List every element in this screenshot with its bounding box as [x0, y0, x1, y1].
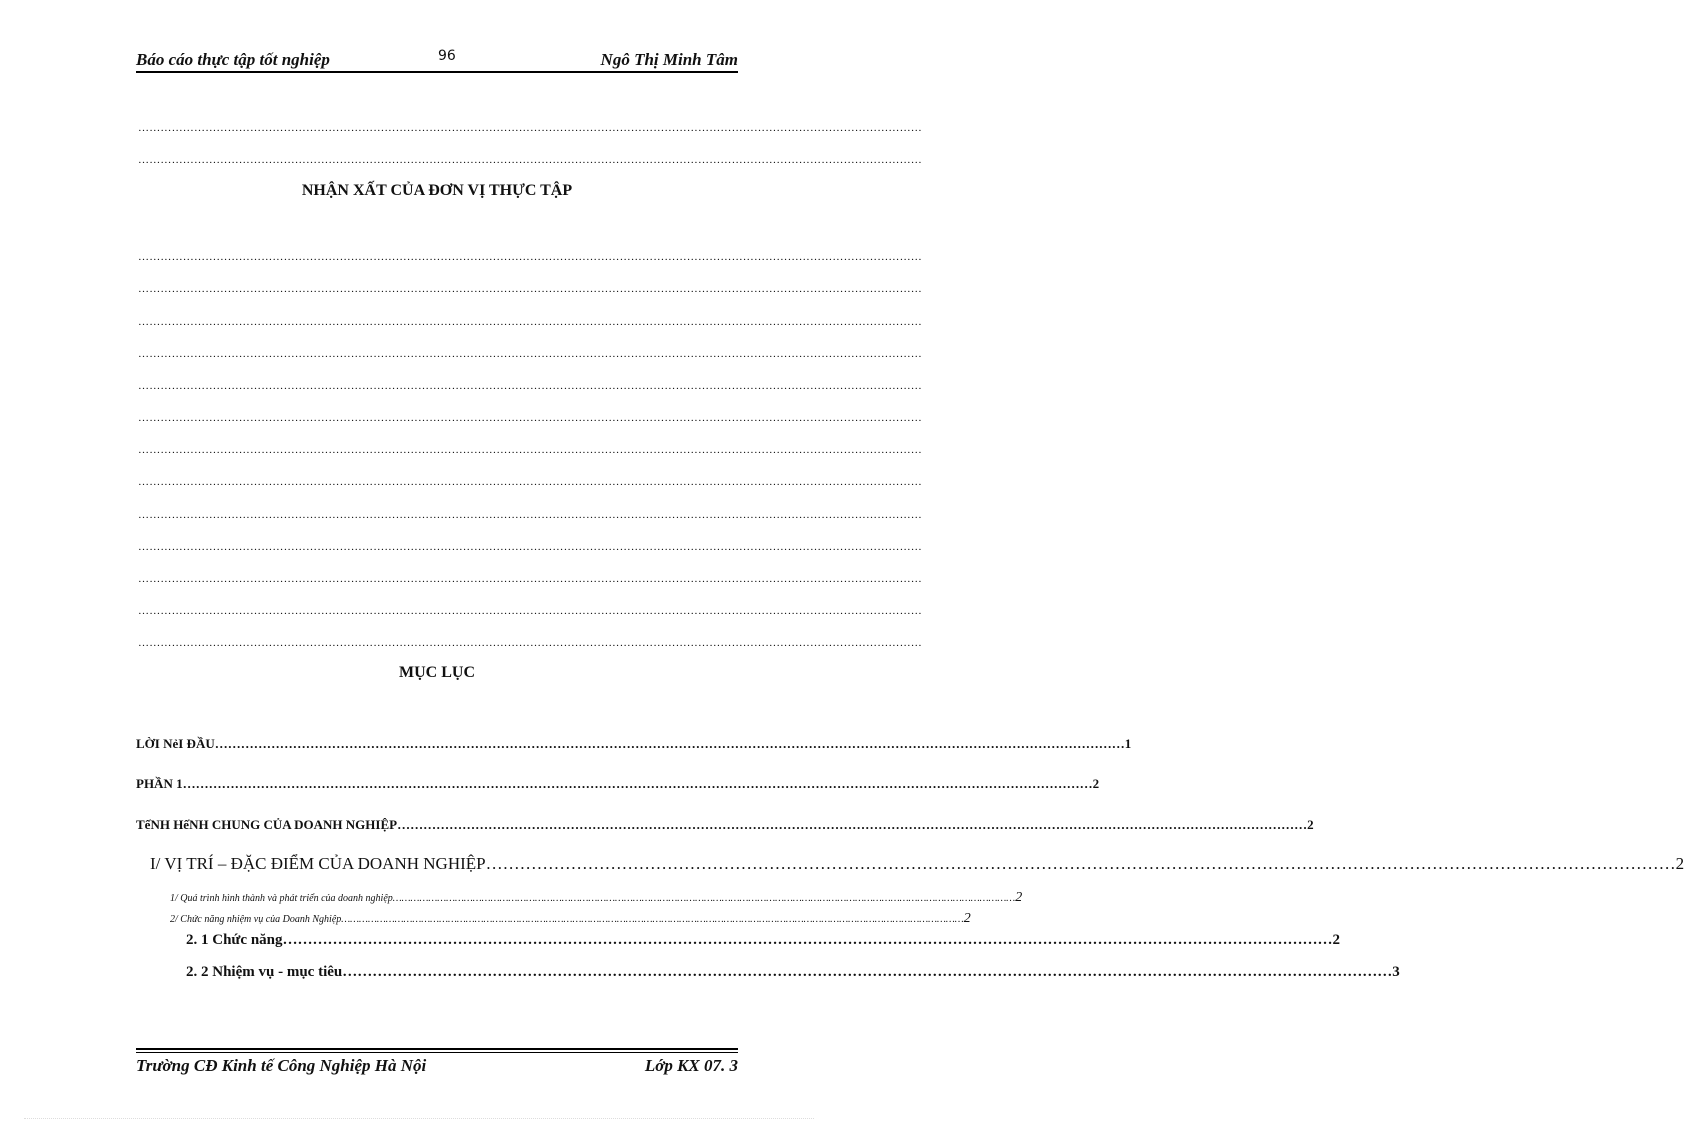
dotted-line: …………………………………………………………………………………………………………………………………………………………………………………………: [138, 316, 922, 328]
page-footer: [136, 1048, 738, 1078]
school-name: Trường CĐ Kinh tế Công Nghiệp Hà Nội: [136, 1056, 427, 1075]
dotted-line: …………………………………………………………………………………………………………………………………………………………………………………………: [138, 573, 922, 585]
toc-leader: …………………………………………………………………………………………………………………………………………………………………………………………: [392, 893, 1016, 904]
toc-entry-label: 2. 1 Chức năng: [186, 932, 283, 948]
toc-entry[interactable]: [136, 817, 1314, 833]
dotted-line: …………………………………………………………………………………………………………………………………………………………………………………………: [138, 637, 922, 649]
toc-entry-page: 3: [1392, 964, 1400, 980]
toc-entry[interactable]: [186, 932, 1341, 949]
dotted-line: …………………………………………………………………………………………………………………………………………………………………………………………: [138, 541, 922, 553]
dotted-line: …………………………………………………………………………………………………………………………………………………………………………………………: [138, 444, 922, 456]
toc-entry-label: 2. 2 Nhiệm vụ - mục tiêu: [186, 964, 343, 980]
dotted-line: …………………………………………………………………………………………………………………………………………………………………………………………: [138, 154, 922, 166]
toc-leader: …………………………………………………………………………………………………………………………………………………………………………………………: [341, 914, 964, 925]
header-rule: [136, 71, 738, 73]
toc-entry[interactable]: [136, 736, 1132, 752]
toc-leader: …………………………………………………………………………………………………………………………………………………………………………………………: [342, 964, 1393, 980]
dotted-line: …………………………………………………………………………………………………………………………………………………………………………………………: [138, 380, 922, 392]
toc-entry[interactable]: [170, 890, 1023, 906]
page-edge-dots: [24, 1118, 814, 1120]
toc-entry-label: PHẦN 1: [136, 776, 183, 791]
toc-entry-page: 2: [1307, 817, 1314, 832]
toc-entry-page: 1: [1124, 736, 1132, 751]
dotted-line: …………………………………………………………………………………………………………………………………………………………………………………………: [138, 412, 922, 424]
dotted-line: …………………………………………………………………………………………………………………………………………………………………………………………: [138, 283, 922, 295]
toc-leader: …………………………………………………………………………………………………………………………………………………………………………………………: [214, 736, 1125, 751]
toc-leader: …………………………………………………………………………………………………………………………………………………………………………………………: [485, 854, 1676, 873]
dotted-line: …………………………………………………………………………………………………………………………………………………………………………………………: [138, 509, 922, 521]
toc-entry-page: 2: [1092, 776, 1100, 791]
page-header: [136, 46, 738, 72]
page-number: 96: [438, 48, 456, 64]
dotted-line: …………………………………………………………………………………………………………………………………………………………………………………………: [138, 476, 922, 488]
toc-entry-page: 2: [1675, 854, 1684, 873]
dotted-line: …………………………………………………………………………………………………………………………………………………………………………………………: [138, 251, 922, 263]
toc-entry-label: TếNH HếNH CHUNG CỦA DOANH NGHIỆP: [136, 817, 398, 832]
toc-entry-page: 2: [1332, 932, 1341, 948]
toc-entry[interactable]: [170, 911, 971, 927]
toc-entry[interactable]: [136, 776, 1100, 792]
toc-entry-label: 2/ Chức năng nhiệm vụ của Doanh Nghiệp: [170, 914, 342, 925]
footer-rule: [136, 1048, 738, 1050]
toc-entry-page: 2: [963, 911, 971, 926]
report-title: Báo cáo thực tập tốt nghiệp: [136, 50, 330, 69]
dotted-line: …………………………………………………………………………………………………………………………………………………………………………………………: [138, 348, 922, 360]
class-code: Lớp KX 07. 3: [644, 1056, 738, 1075]
toc-entry[interactable]: [186, 964, 1400, 981]
footer-rule-thin: [136, 1052, 738, 1053]
toc-entry-label: 1/ Quá trình hình thành và phát triển của doanh nghiệp: [170, 893, 393, 904]
comment-section-title: NHẬN XẤT CỦA ĐƠN VỊ THỰC TẬP: [301, 182, 573, 199]
toc-entry-label: I/ VỊ TRÍ – ĐẶC ĐIỂM CỦA DOANH NGHIỆP: [150, 854, 486, 873]
toc-entry-page: 2: [1015, 890, 1023, 905]
toc-leader: …………………………………………………………………………………………………………………………………………………………………………………………: [397, 817, 1308, 832]
dotted-line: …………………………………………………………………………………………………………………………………………………………………………………………: [138, 122, 922, 134]
toc-entry[interactable]: [150, 854, 1684, 874]
toc-entry-label: LỜI NẻI ĐẦU: [136, 736, 215, 751]
toc-title: MỤC LỤC: [399, 664, 475, 681]
dotted-line: …………………………………………………………………………………………………………………………………………………………………………………………: [138, 605, 922, 617]
toc-leader: …………………………………………………………………………………………………………………………………………………………………………………………: [282, 932, 1333, 948]
toc-leader: …………………………………………………………………………………………………………………………………………………………………………………………: [182, 776, 1093, 791]
author-name: Ngô Thị Minh Tâm: [600, 50, 738, 69]
